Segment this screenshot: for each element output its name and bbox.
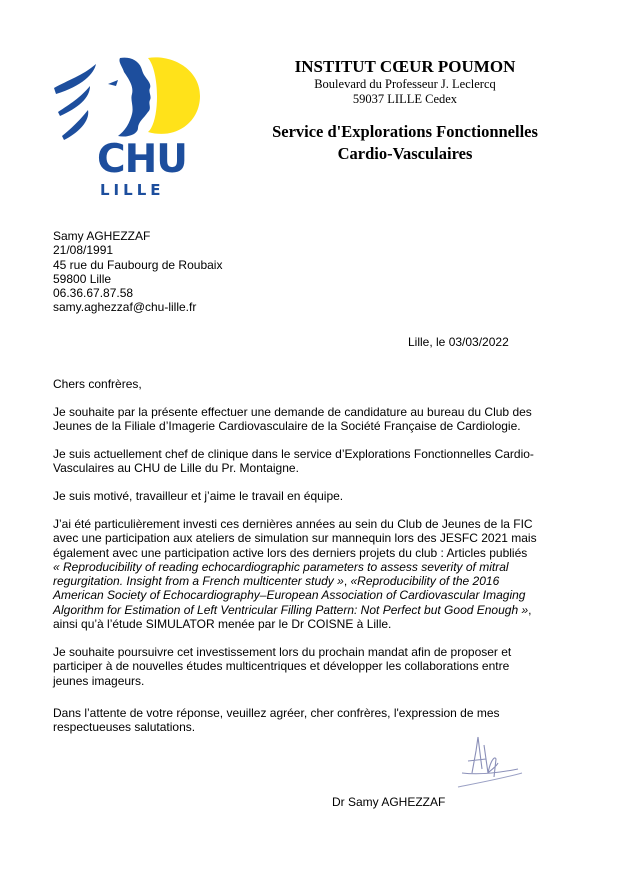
institute-address-line1: Boulevard du Professeur J. Leclercq [314, 77, 496, 91]
paragraph-involvement: J’ai été particulièrement investi ces dernières années au sein du Club de Jeunes de la FIC avec une participation aux ateliers de simulation sur mannequin lors des JESFC 2021 mais également avec une participation active lors des derniers projets du club : Articles publiés « Reproducibility of reading echocardiographic parameters to assess severity of mitral regurgitation. Insight from a French multicenter study », «Reproducibility of the 2016 American Society of Echocardiography–European Association of Cardiovascular Imaging Algorithm for Estimation of Left Ventricular Filling Pattern: Not Perfect but Good Enough », ainsi qu’à l’étude SIMULATOR menée par le Dr COISNE à Lille. [53, 517, 573, 631]
letterhead [240, 57, 570, 107]
salutation: Chers confrères, [53, 377, 142, 391]
service-name [225, 121, 585, 165]
article-title-1: « Reproducibility of reading echocardiographic parameters to assess severity of mitral [53, 559, 509, 574]
profile-sun-icon [48, 52, 208, 147]
paragraph-future: Je souhaite poursuivre cet investissement lors du prochain mandat afin de proposer et participer à de nouvelles études multicentriques et développer les collaborations entre jeunes imageurs. [53, 645, 512, 688]
paragraph-closing: Dans l’attente de votre réponse, veuillez agréer, cher confrères, l'expression de mes respectueuses salutations. [53, 706, 500, 735]
article-title-2-end: Algorithm for Estimation of Left Ventricular Filling Pattern: Not Perfect but Good Enough » [53, 602, 529, 617]
article-title-2: «Reproducibility of the 2016 [350, 574, 500, 589]
sender-birthdate: 21/08/1991 [53, 243, 114, 258]
service-name-line1: Service d'Explorations Fonctionnelles [272, 122, 538, 141]
sender-phone: 06.36.67.87.58 [53, 286, 134, 301]
logo-lille-text: LILLE [100, 181, 165, 199]
date-line: Lille, le 03/03/2022 [408, 335, 509, 349]
institute-address-line2: 59037 LILLE Cedex [352, 92, 458, 106]
paragraph-position: Je suis actuellement chef de clinique dans le service d’Explorations Fonctionnelles Cardio- Vasculaires au CHU de Lille du Pr. Montaigne. [53, 447, 534, 476]
sender-city: 59800 Lille [53, 271, 112, 286]
institute-name: INSTITUT CŒUR POUMON [294, 57, 516, 76]
paragraph-motivation: Je suis motivé, travailleur et j’aime le travail en équipe. [53, 489, 344, 503]
chu-lille-logo [48, 52, 208, 204]
paragraph-application: Je souhaite par la présente effectuer une demande de candidature au bureau du Club des Jeunes de la Filiale d’Imagerie Cardiovasculaire de la Société Française de Cardiologie. [53, 405, 532, 434]
article-title-1-end: regurgitation. Insight from a French multicenter study » [53, 574, 344, 589]
logo-chu-text: CHU [97, 137, 187, 182]
signature-name: Dr Samy AGHEZZAF [332, 795, 446, 809]
sender-email[interactable]: samy.aghezzaf@chu-lille.fr [53, 300, 197, 315]
sender-street: 45 rue du Faubourg de Roubaix [53, 257, 223, 272]
sender-block [53, 229, 222, 315]
sender-name: Samy AGHEZZAF [53, 229, 151, 243]
handwritten-signature-icon [448, 733, 528, 793]
service-name-line2: Cardio-Vasculaires [337, 144, 473, 163]
